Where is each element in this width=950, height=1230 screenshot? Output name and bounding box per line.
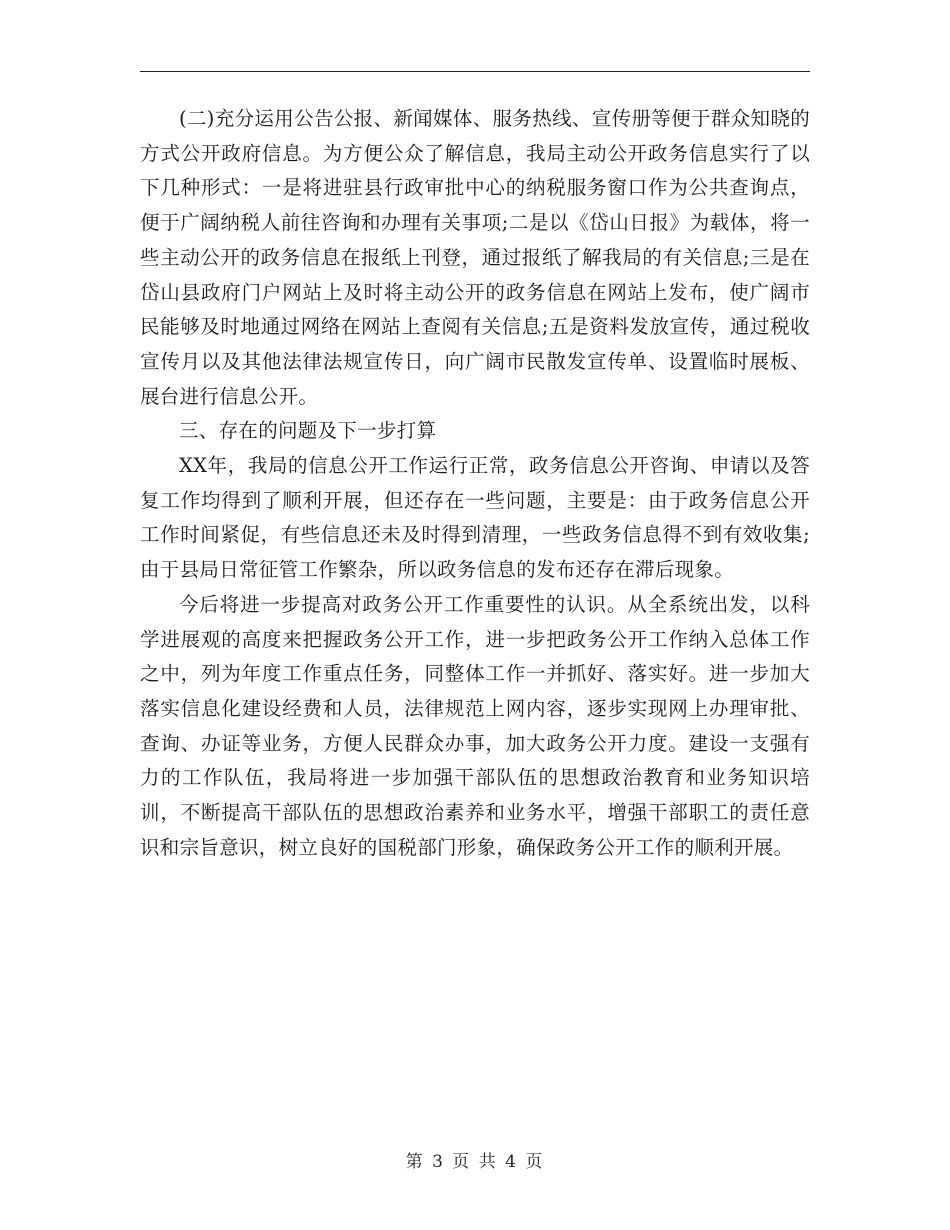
paragraph-next-steps: 今后将进一步提高对政务公开工作重要性的认识。从全系统出发，以科学进展观的高度来把握政务公开工作，进一步把政务公开工作纳入总体工作之中，列为年度工作重点任务，同整体工作一并抓好、落实好。进一步加大落实信息化建设经费和人员，法律规范上网内容，逐步实现网上办理审批、查询、办证等业务，方便人民群众办事，加大政务公开力度。建设一支强有力的工作队伍，我局将进一步加强干部队伍的思想政治教育和业务知识培训，不断提高干部队伍的思想政治素养和业务水平，增强干部职工的责任意识和宗旨意识，树立良好的国税部门形象，确保政务公开工作的顺利开展。 xyxy=(140,592,810,859)
paragraph-problems: XX年，我局的信息公开工作运行正常，政务信息公开咨询、申请以及答复工作均得到了顺利开展，但还存在一些问题，主要是：由于政务信息公开工作时间紧促，有些信息还未及时得到清理，一些政务信息得不到有效收集;由于县局日常征管工作繁杂，所以政务信息的发布还存在滞后现象。 xyxy=(140,454,810,582)
header-rule xyxy=(140,71,810,72)
paragraph-disclosure-methods: (二)充分运用公告公报、新闻媒体、服务热线、宣传册等便于群众知晓的方式公开政府信息。为方便公众了解信息，我局主动公开政务信息实行了以下几种形式：一是将进驻县行政审批中心的纳税服务窗口作为公共查询点，便于广阔纳税人前往咨询和办理有关事项;二是以《岱山日报》为载体，将一些主动公开的政务信息在报纸上刊登，通过报纸了解我局的有关信息;三是在岱山县政府门户网站上及时将主动公开的政务信息在网站上发布，使广阔市民能够及时地通过网络在网站上查阅有关信息;五是资料发放宣传，通过税收宣传月以及其他法律法规宣传日，向广阔市民散发宣传单、设置临时展板、展台进行信息公开。 xyxy=(140,107,810,408)
page-number-footer: 第 3 页 共 4 页 xyxy=(405,1152,545,1172)
document-body xyxy=(140,102,810,865)
section-heading-problems: 三、存在的问题及下一步打算 xyxy=(179,419,437,443)
